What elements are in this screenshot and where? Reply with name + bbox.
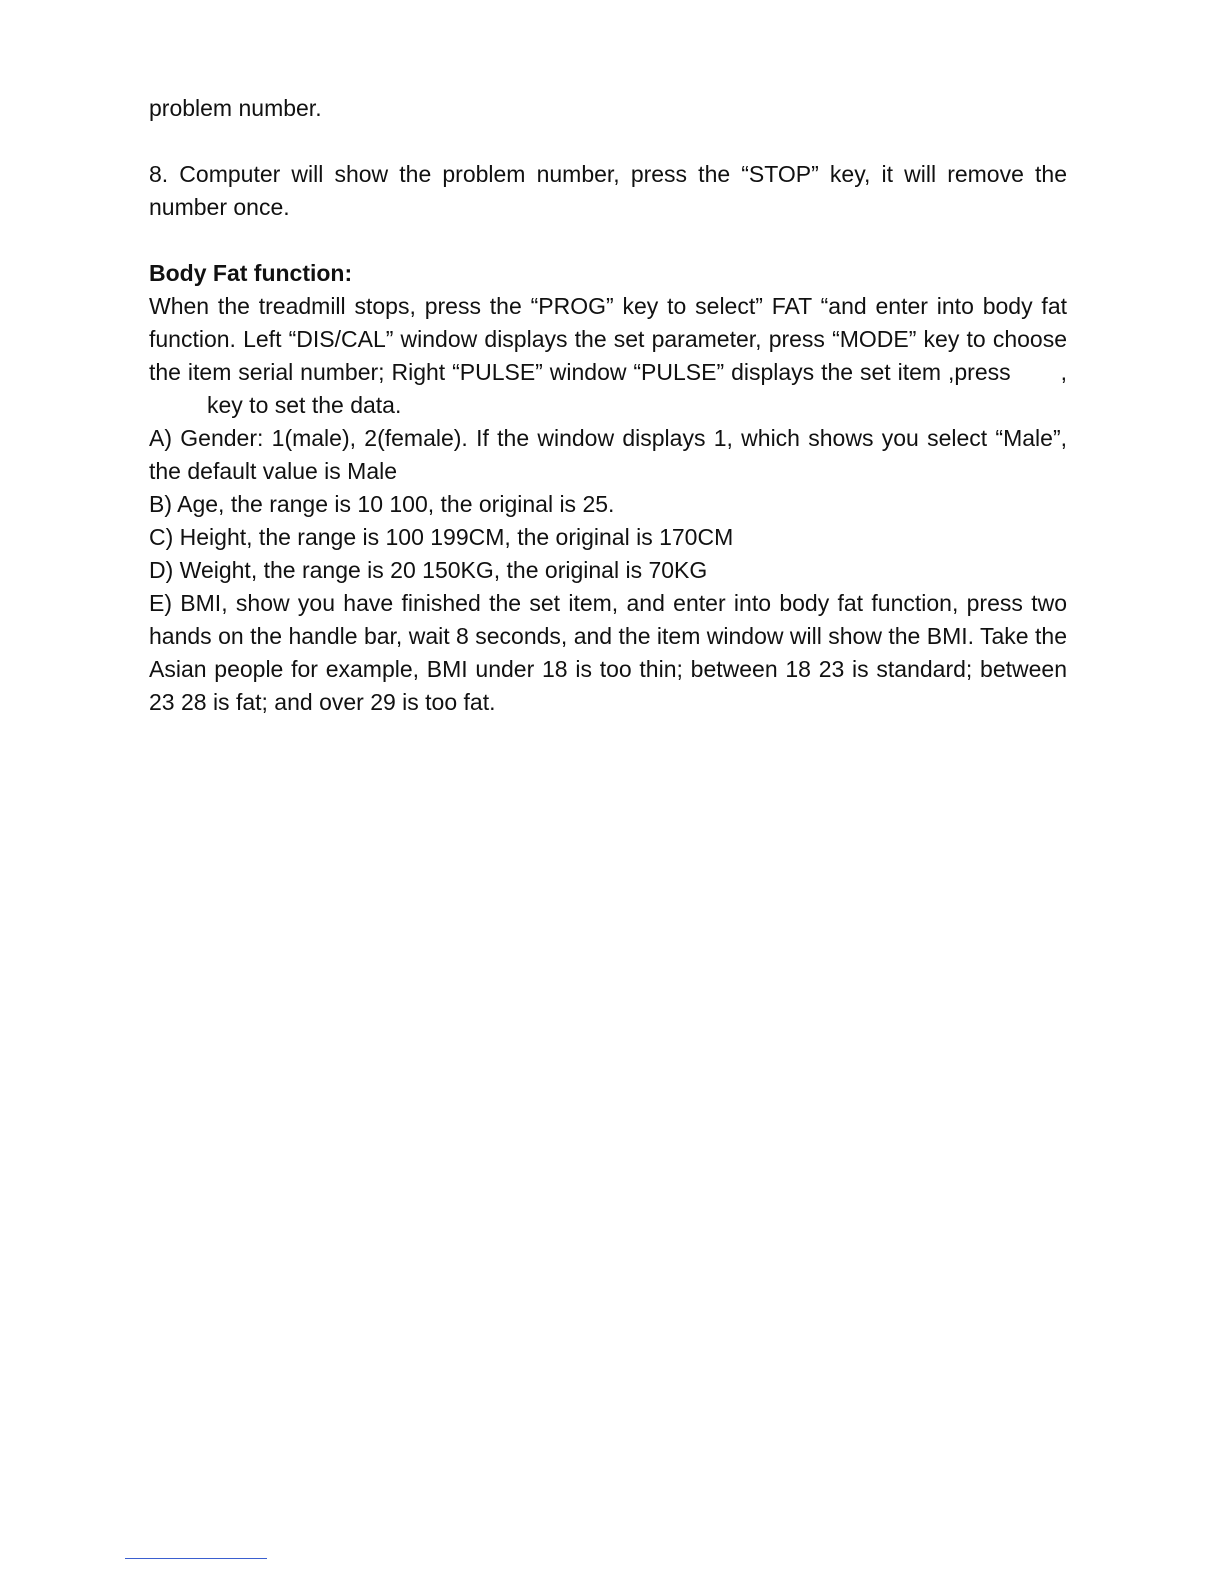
item-a-gender: A) Gender: 1(male), 2(female). If the window displays 1, which shows you select “Male”, the default value is Male (149, 425, 1067, 484)
body-fat-intro-part2: key to set the data. (207, 392, 402, 418)
body-fat-intro-comma: , (1060, 359, 1067, 385)
spacer (149, 224, 1067, 257)
item-e-bmi: E) BMI, show you have finished the set item, and enter into body fat function, press two hands on the handle bar, wait 8 seconds, and the item window will show the BMI. Take the Asian people for example, BMI under 18 is too thin; between 18 23 is standard; between 23 28 is fat; and over 29 is too fat. (149, 590, 1067, 715)
item-b-age: B) Age, the range is 10 100, the original is 25. (149, 491, 615, 517)
body-fat-intro-part1: When the treadmill stops, press the “PROG” key to select” FAT “and enter into body fat function. Left “DIS/CAL” window displays the set parameter, press “MODE” key to choose the item serial number; Right “PULSE” window “PULSE” displays the set item ,press (149, 293, 1067, 385)
body-fat-intro (149, 290, 1067, 422)
item-d-weight: D) Weight, the range is 20 150KG, the original is 70KG (149, 557, 708, 583)
body-fat-heading: Body Fat function: (149, 260, 353, 286)
footnote-rule (125, 1558, 267, 1559)
document-page (149, 92, 1067, 719)
problem-number-line: problem number. (149, 95, 322, 121)
item-c-height: C) Height, the range is 100 199CM, the original is 170CM (149, 524, 734, 550)
spacer (149, 125, 1067, 158)
step-8-paragraph: 8. Computer will show the problem number, press the “STOP” key, it will remove the number once. (149, 161, 1067, 220)
